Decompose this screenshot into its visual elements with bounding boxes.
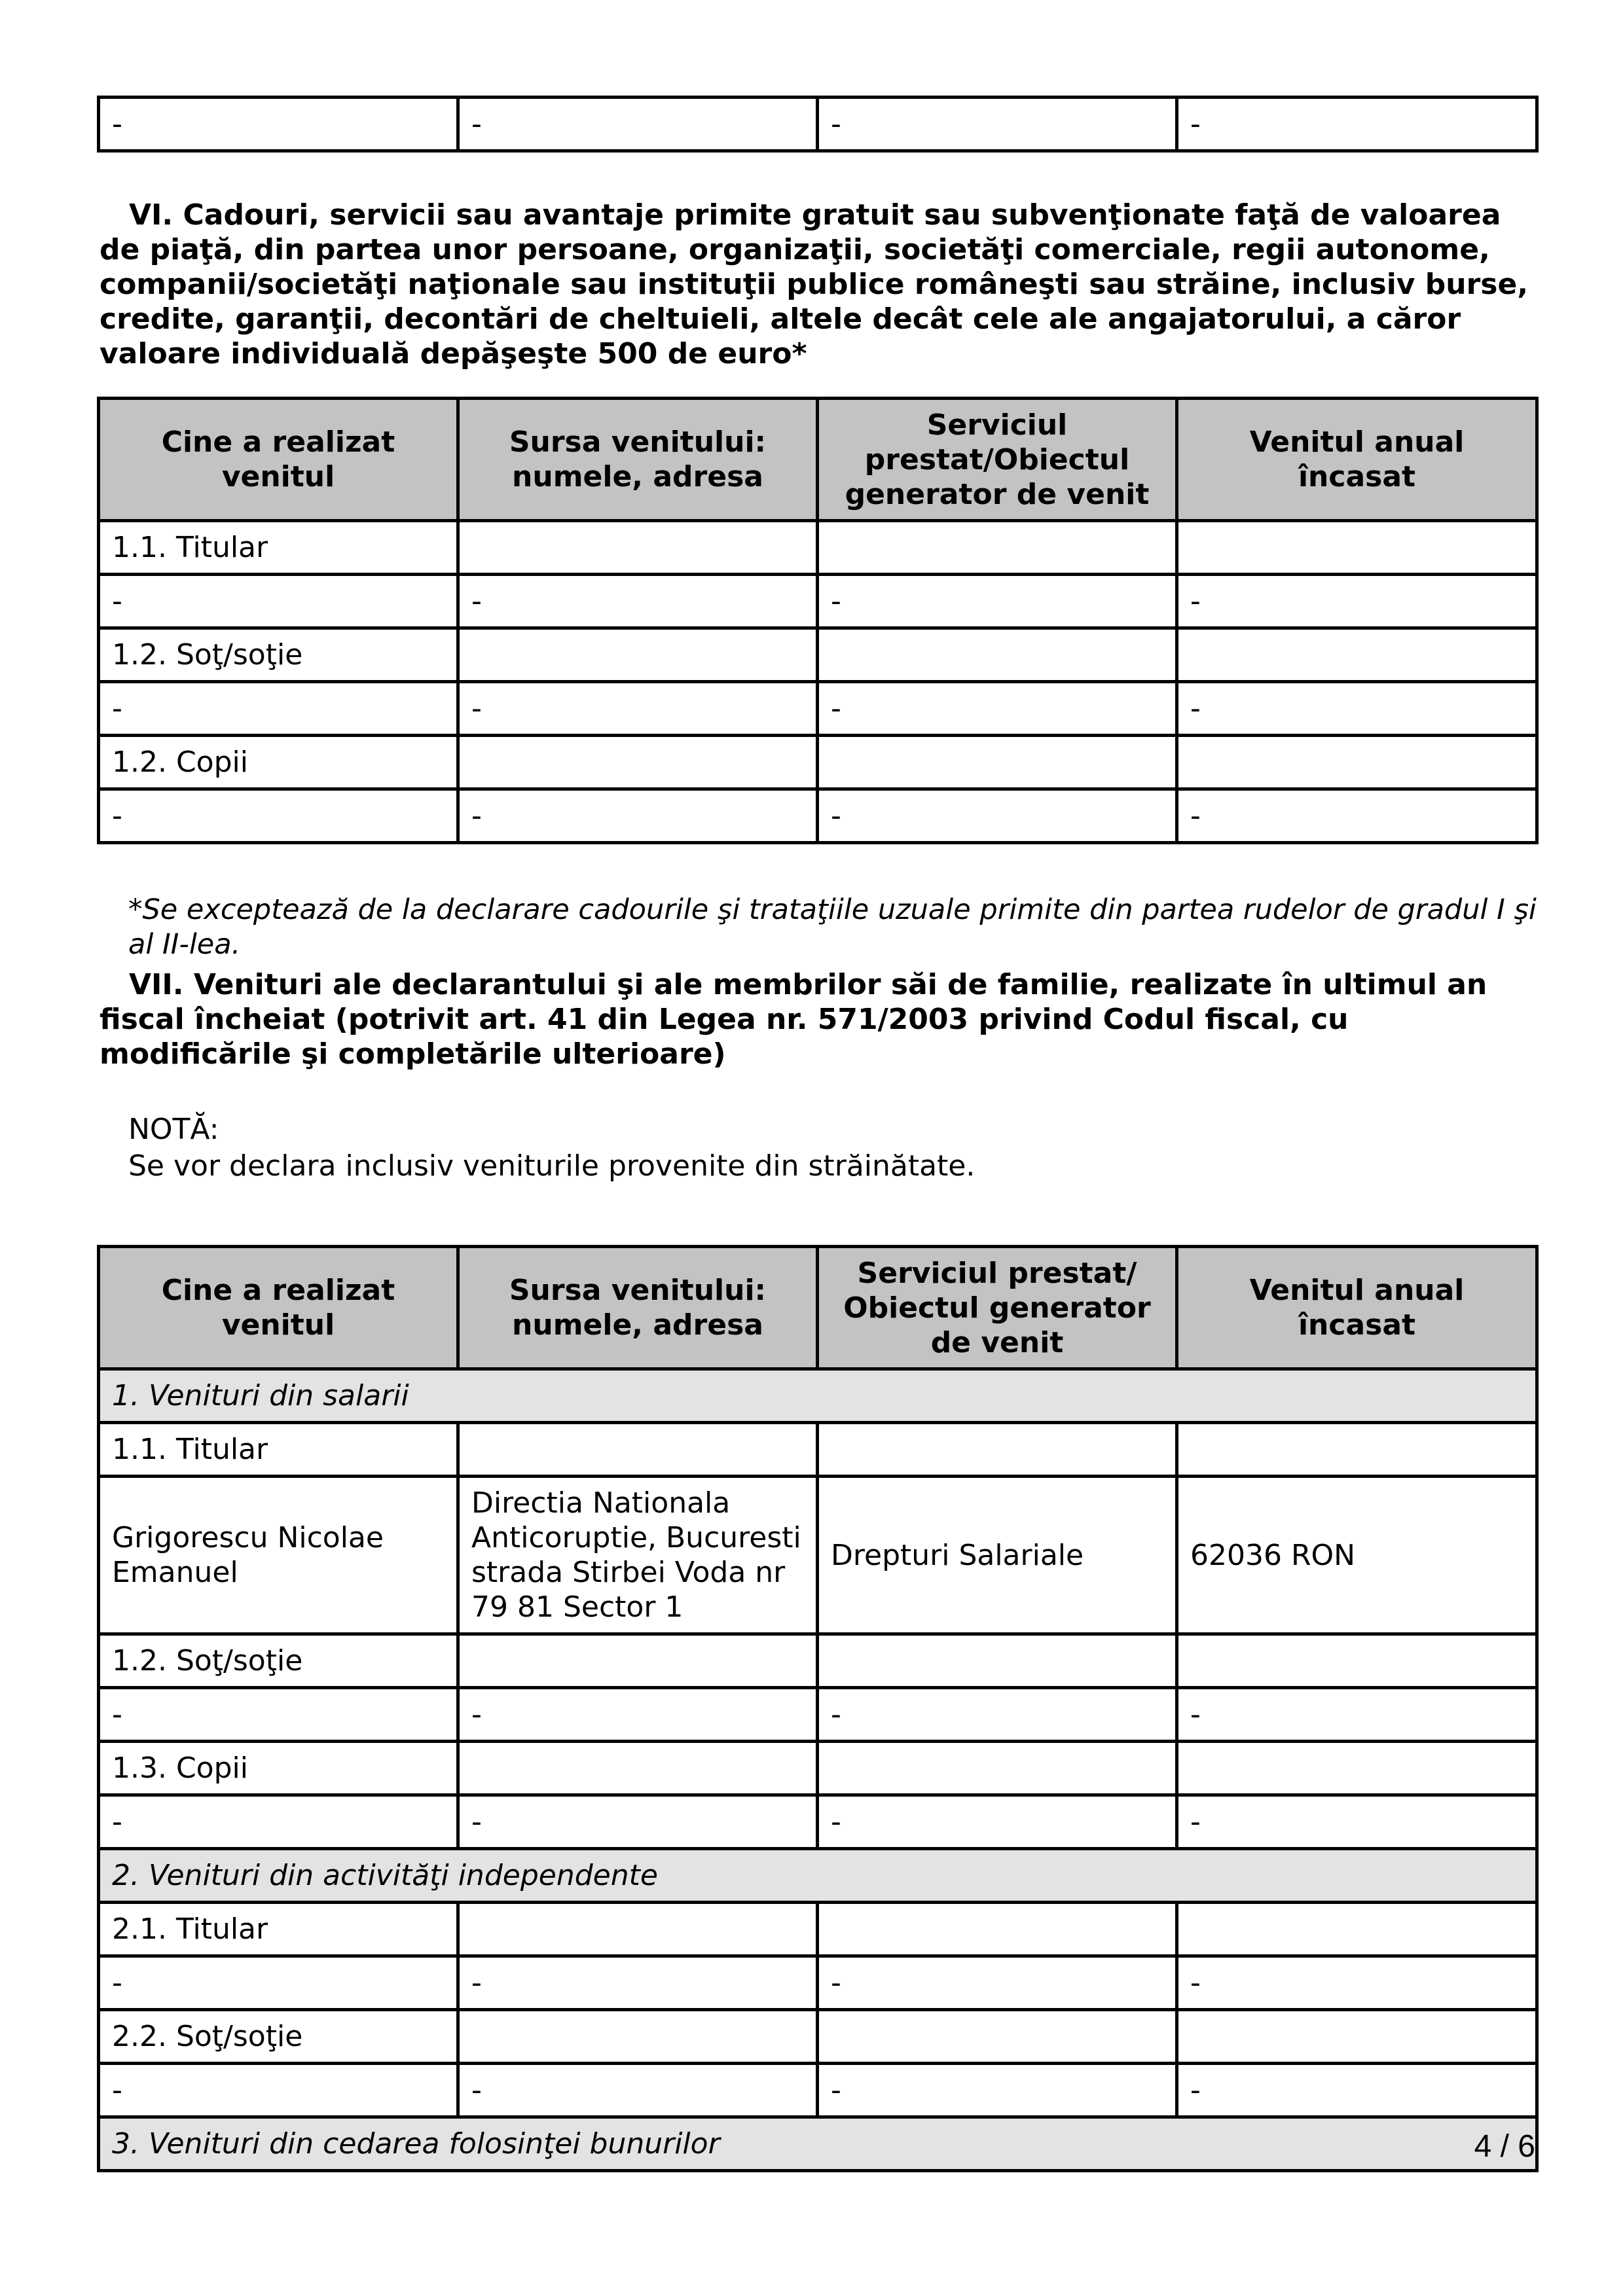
table-row xyxy=(99,575,1537,628)
table-row xyxy=(99,1634,1537,1688)
table-cell: Grigorescu Nicolae Emanuel xyxy=(99,1477,458,1634)
table-row xyxy=(99,789,1537,843)
table-cell: - xyxy=(99,2064,458,2117)
table-row xyxy=(99,628,1537,682)
table-cell xyxy=(458,1903,818,1956)
column-header: Sursa venitului: numele, adresa xyxy=(458,1247,818,1369)
table-cell xyxy=(458,1634,818,1688)
table-cell: 1.2. Soţ/soţie xyxy=(99,628,458,682)
table-row xyxy=(99,1742,1537,1795)
column-header: Sursa venitului: numele, adresa xyxy=(458,399,818,521)
table-cell: - xyxy=(1177,1688,1537,1742)
table-row xyxy=(99,2064,1537,2117)
column-header: Serviciul prestat/Obiectul generator de venit xyxy=(818,399,1177,521)
table-cell: 1.2. Soţ/soţie xyxy=(99,1634,458,1688)
table-cell xyxy=(1177,628,1537,682)
table-cell xyxy=(1177,521,1537,575)
table-cell xyxy=(1177,1903,1537,1956)
table-cell: - xyxy=(458,575,818,628)
top-continuation-table xyxy=(97,96,1539,152)
table-cell: - xyxy=(818,575,1177,628)
table-cell xyxy=(458,1742,818,1795)
income-table xyxy=(97,1245,1539,2172)
section-row xyxy=(99,1369,1537,1423)
section-label-salaries: 1. Venituri din salarii xyxy=(99,1369,1537,1423)
table-cell: - xyxy=(99,1956,458,2010)
table-cell: - xyxy=(1177,575,1537,628)
table-cell: - xyxy=(458,682,818,736)
table-cell xyxy=(818,2010,1177,2064)
table-cell xyxy=(818,628,1177,682)
table-cell: - xyxy=(99,575,458,628)
table-cell: 1.2. Copii xyxy=(99,736,458,789)
table-row xyxy=(99,1903,1537,1956)
page-number: 4 / 6 xyxy=(1474,2129,1535,2164)
table-cell: - xyxy=(99,682,458,736)
table-cell: - xyxy=(99,789,458,843)
table-cell: - xyxy=(1177,682,1537,736)
table-cell: - xyxy=(99,1688,458,1742)
table-cell xyxy=(458,1423,818,1477)
section-label-independent: 2. Venituri din activităţi independente xyxy=(99,1849,1537,1903)
table-cell: 62036 RON xyxy=(1177,1477,1537,1634)
table-cell: - xyxy=(458,98,818,151)
column-header: Cine a realizat venitul xyxy=(99,399,458,521)
column-header: Cine a realizat venitul xyxy=(99,1247,458,1369)
table-header-row xyxy=(99,1247,1537,1369)
table-row xyxy=(99,1477,1537,1634)
table-cell: 1.1. Titular xyxy=(99,1423,458,1477)
table-cell xyxy=(458,628,818,682)
section-vii-heading: VII. Venituri ale declarantului şi ale membrilor săi de familie, realizate în ultimul an fiscal încheiat (potrivit art. 41 din Legea nr. 571/2003 privind Codul fiscal, cu modificările şi completările ulterioare) xyxy=(100,968,1487,1071)
column-header: Venitul anual încasat xyxy=(1177,1247,1537,1369)
note-title: NOTĂ: xyxy=(128,1113,219,1146)
column-header: Venitul anual încasat xyxy=(1177,399,1537,521)
table-row xyxy=(99,1423,1537,1477)
section-row xyxy=(99,1849,1537,1903)
table-row xyxy=(99,1956,1537,2010)
table-row xyxy=(99,682,1537,736)
table-cell xyxy=(818,1742,1177,1795)
table-cell: - xyxy=(458,1795,818,1849)
table-cell: - xyxy=(1177,1795,1537,1849)
table-cell: - xyxy=(458,1688,818,1742)
table-cell xyxy=(458,736,818,789)
note-text: Se vor declara inclusiv veniturile provenite din străinătate. xyxy=(128,1149,976,1183)
table-cell: Drepturi Salariale xyxy=(818,1477,1177,1634)
table-cell: 1.3. Copii xyxy=(99,1742,458,1795)
table-cell: - xyxy=(818,2064,1177,2117)
table-cell xyxy=(1177,1634,1537,1688)
table-cell: - xyxy=(818,1956,1177,2010)
table-cell: - xyxy=(818,789,1177,843)
table-cell xyxy=(458,2010,818,2064)
table-cell: - xyxy=(1177,98,1537,151)
table-cell xyxy=(818,1903,1177,1956)
table-cell: - xyxy=(458,2064,818,2117)
table-cell: - xyxy=(99,1795,458,1849)
table-cell: - xyxy=(1177,1956,1537,2010)
section-row xyxy=(99,2117,1537,2171)
column-header: Serviciul prestat/ Obiectul generator de venit xyxy=(818,1247,1177,1369)
table-cell: - xyxy=(99,98,458,151)
section-label-property-use: 3. Venituri din cedarea folosinţei bunurilor xyxy=(99,2117,1537,2171)
table-cell: - xyxy=(1177,789,1537,843)
table-row xyxy=(99,2010,1537,2064)
table-cell xyxy=(818,736,1177,789)
table-cell xyxy=(1177,1423,1537,1477)
table-row xyxy=(99,521,1537,575)
table-cell: 2.2. Soţ/soţie xyxy=(99,2010,458,2064)
table-header-row xyxy=(99,399,1537,521)
table-cell: Directia Nationala Anticoruptie, Bucuresti strada Stirbei Voda nr 79 81 Sector 1 xyxy=(458,1477,818,1634)
table-cell xyxy=(458,521,818,575)
table-cell xyxy=(1177,736,1537,789)
table-cell: - xyxy=(458,1956,818,2010)
table-cell: 1.1. Titular xyxy=(99,521,458,575)
table-cell: - xyxy=(818,98,1177,151)
gifts-footnote: *Se exceptează de la declarare cadourile şi trataţiile uzuale primite din partea rudelor de gradul I şi al II-lea. xyxy=(128,893,1537,961)
table-cell: - xyxy=(818,1688,1177,1742)
table-row xyxy=(99,1795,1537,1849)
table-row xyxy=(99,736,1537,789)
table-cell: 2.1. Titular xyxy=(99,1903,458,1956)
table-cell xyxy=(818,1634,1177,1688)
table-cell: - xyxy=(1177,2064,1537,2117)
table-row xyxy=(99,98,1537,151)
table-cell xyxy=(818,1423,1177,1477)
table-cell xyxy=(1177,2010,1537,2064)
table-cell xyxy=(818,521,1177,575)
table-cell xyxy=(1177,1742,1537,1795)
table-cell: - xyxy=(818,682,1177,736)
section-vi-heading: VI. Cadouri, servicii sau avantaje primite gratuit sau subvenţionate faţă de valoarea de piaţă, din partea unor persoane, organizaţii, societăţi comerciale, regii autonome, companii/societăţi naţionale sau instituţii publice româneşti sau străine, inclusiv burse, credite, garanţii, decontări de cheltuieli, altele decât cele ale angajatorului, a căror valoare individuală depăşeşte 500 de euro* xyxy=(100,198,1529,370)
table-row xyxy=(99,1688,1537,1742)
gifts-table xyxy=(97,397,1539,844)
table-cell: - xyxy=(458,789,818,843)
table-cell: - xyxy=(818,1795,1177,1849)
